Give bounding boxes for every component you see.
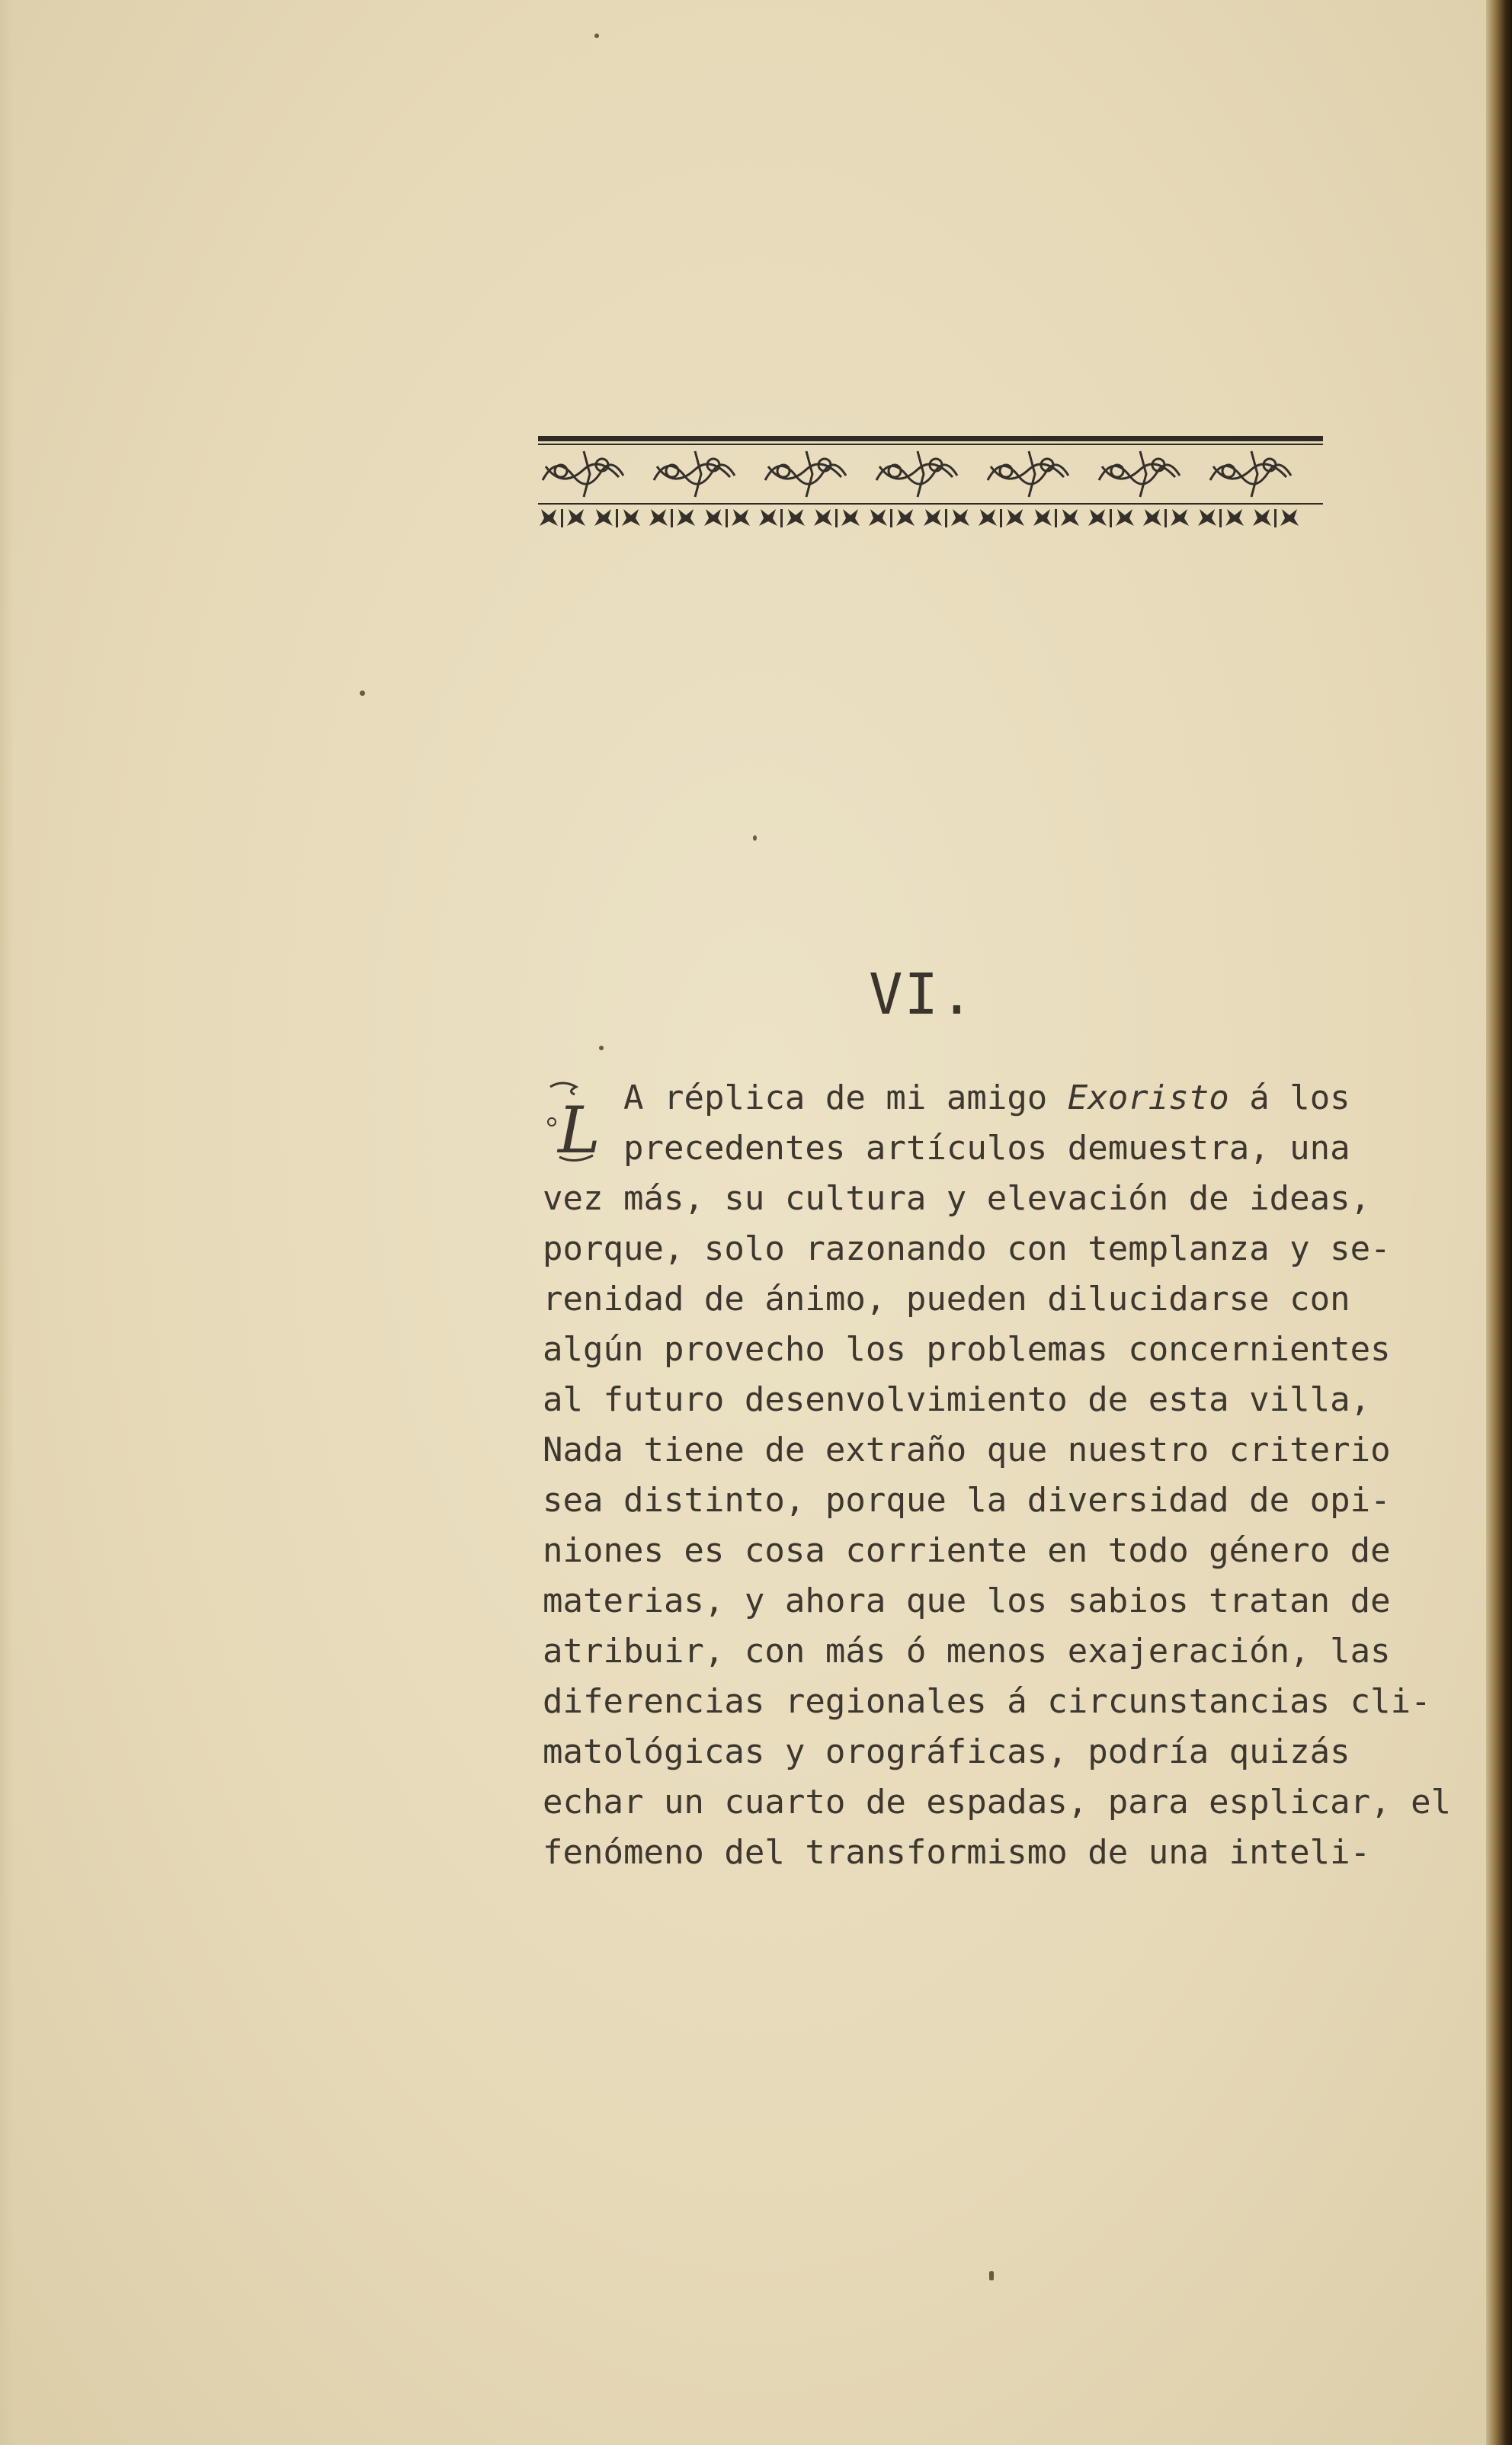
text-line: atribuir, con más ó menos exajeración, las (543, 1632, 1391, 1671)
paper-speck (753, 835, 757, 841)
text-line-1 (623, 1073, 1350, 1123)
paper-speck (599, 1046, 604, 1050)
author-name: Exoristo (1067, 1078, 1229, 1117)
paper-speck (594, 34, 599, 38)
text-line: sea distinto, porque la diversidad de opi- (543, 1481, 1391, 1520)
text-line: al futuro desenvolvimiento de esta villa, (543, 1380, 1371, 1419)
text-line: niones es cosa corriente en todo género de (543, 1531, 1391, 1570)
text-line-1-start: A réplica de mi amigo (623, 1078, 1048, 1117)
text-line: precedentes artículos demuestra, una (623, 1129, 1350, 1168)
text-line: Nada tiene de extraño que nuestro criterio (543, 1431, 1391, 1469)
text-line: fenómeno del transformismo de una inteli- (543, 1833, 1371, 1872)
paper-speck (360, 691, 365, 696)
chapter-number: VI. (869, 962, 975, 1027)
text-line: renidad de ánimo, pueden dilucidarse con (543, 1280, 1350, 1319)
text-line: vez más, su cultura y elevación de ideas, (543, 1179, 1371, 1218)
text-line: matológicas y orográficas, podría quizás (543, 1732, 1350, 1771)
text-line: echar un cuarto de espadas, para esplicar, el (543, 1783, 1452, 1822)
text-line: diferencias regionales á circunstancias cli- (543, 1682, 1431, 1721)
page-gutter-shadow (0, 0, 14, 2445)
ornamental-header-band (538, 436, 1323, 532)
drop-cap-letter: L (558, 1093, 601, 1168)
text-line-1-end: á los (1249, 1078, 1350, 1117)
text-line: algún provecho los problemas concernientes (543, 1330, 1391, 1369)
text-line: porque, solo razonando con templanza y se- (543, 1229, 1391, 1268)
text-line: materias, y ahora que los sabios tratan de (543, 1581, 1391, 1620)
page-edge-binding (1486, 0, 1512, 2445)
drop-cap-ornament (543, 1076, 613, 1171)
paper-speck (989, 2271, 994, 2280)
